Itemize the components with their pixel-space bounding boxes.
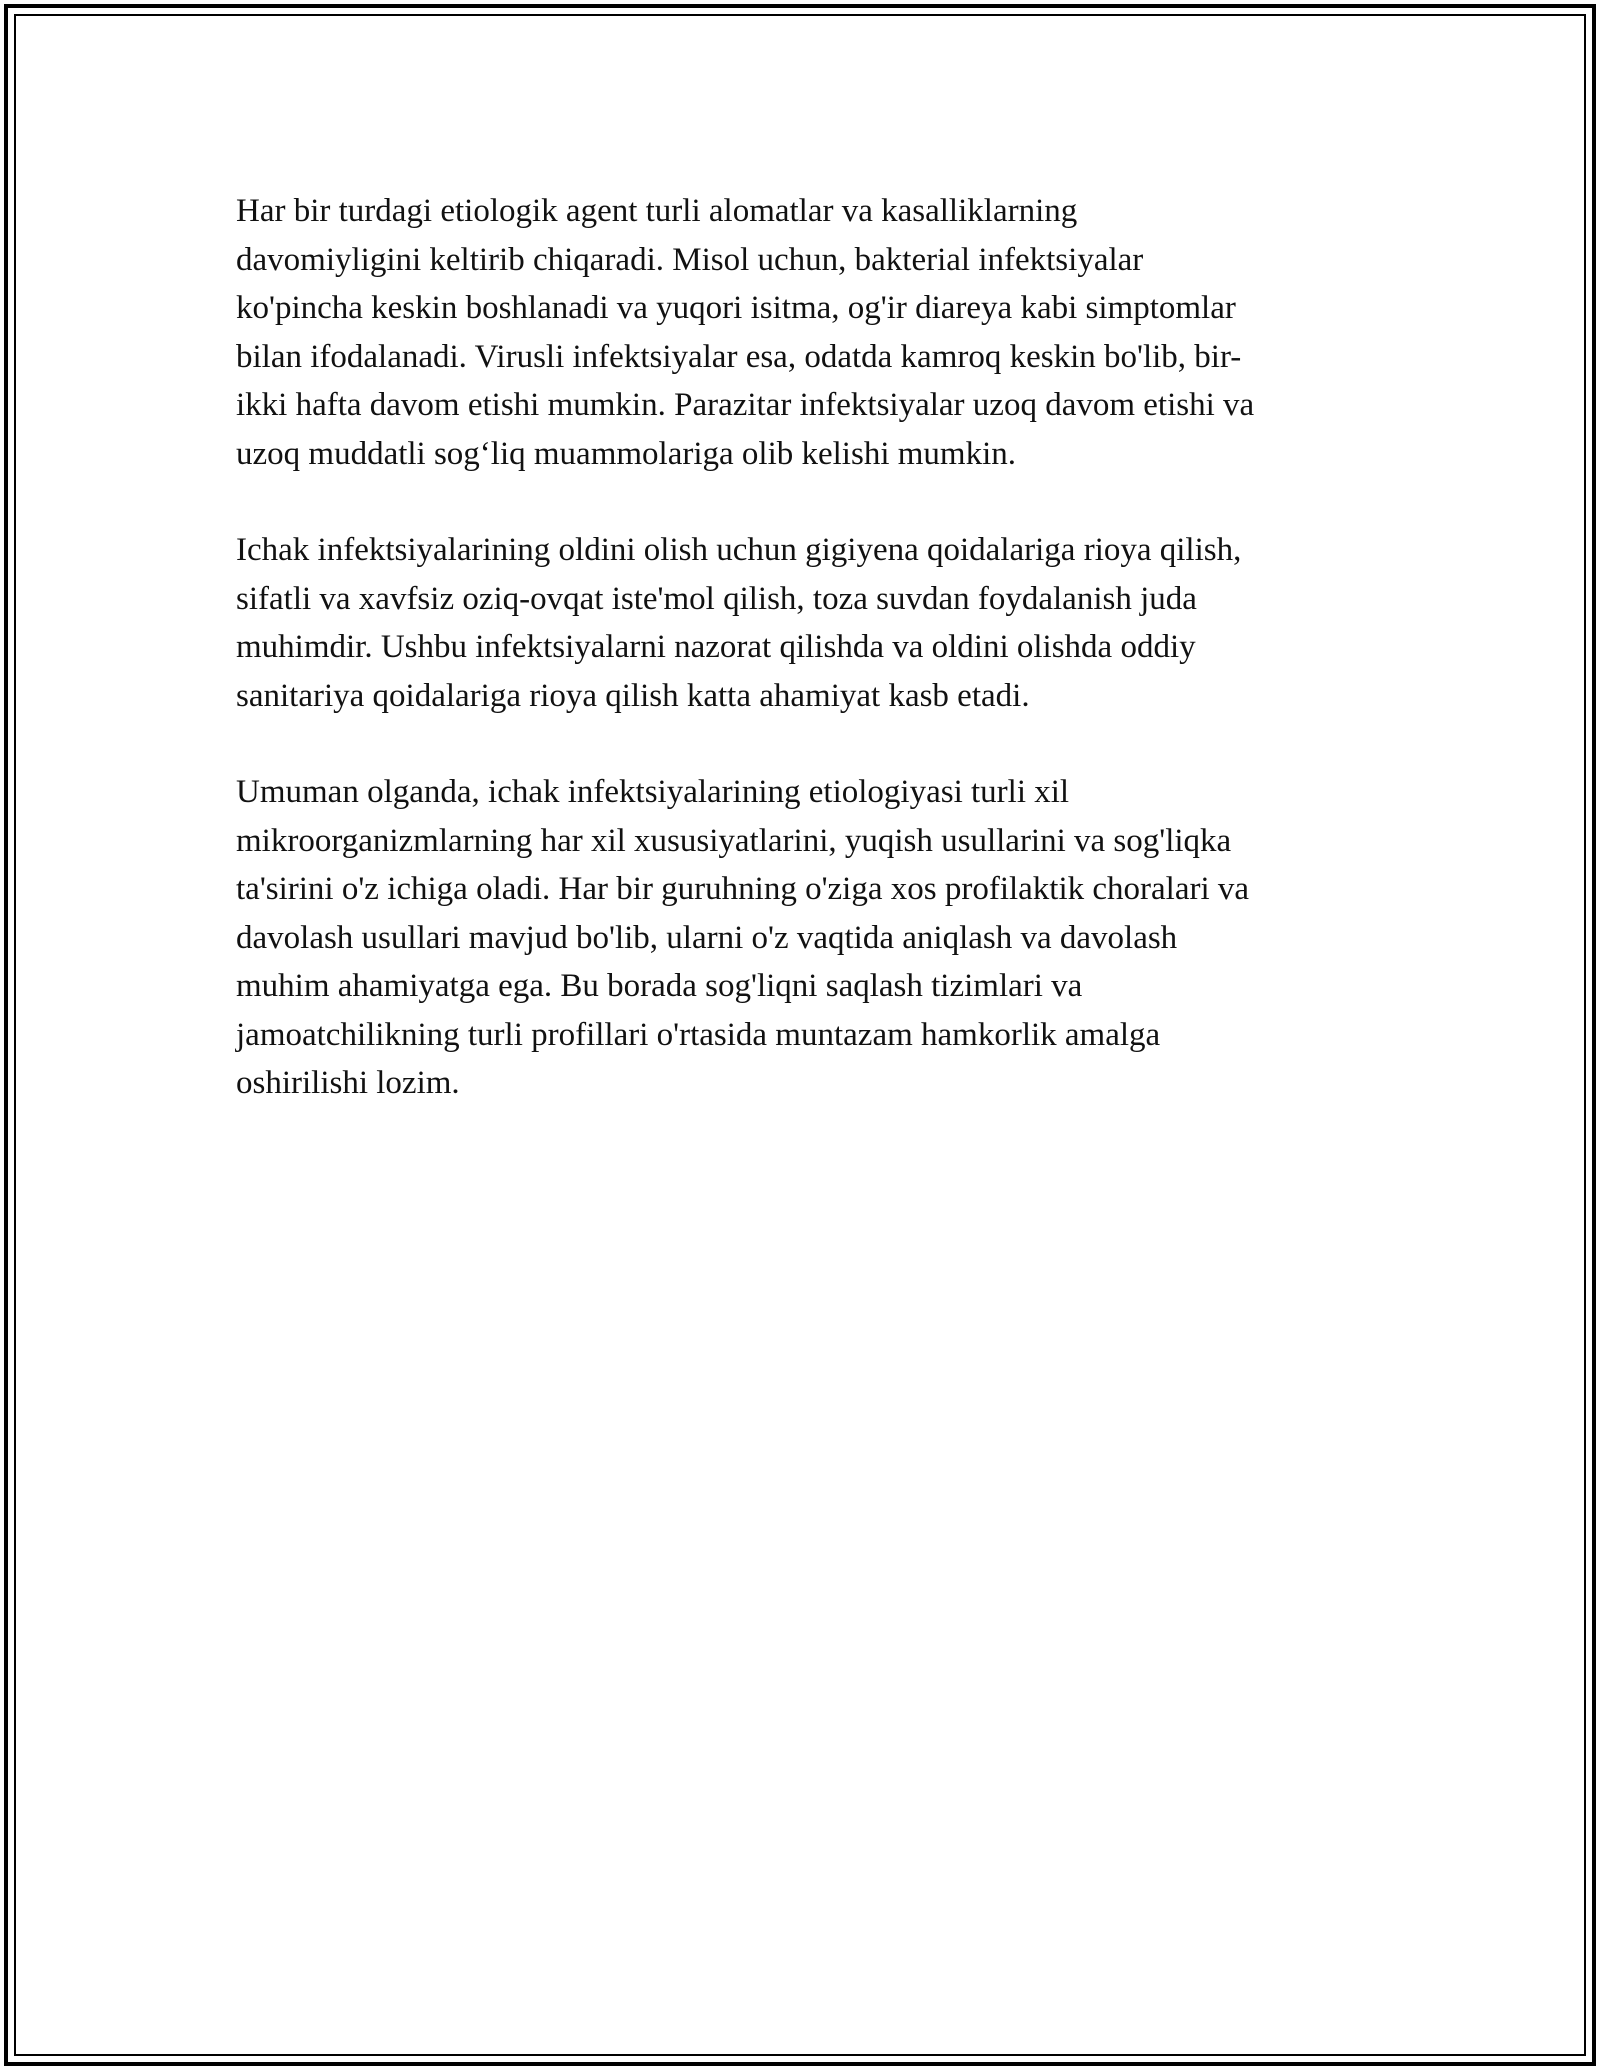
text-line: davomiyligini keltirib chiqaradi. Misol uchun, bakterial infektsiyalar <box>236 241 1144 278</box>
text-line: oshirilishi lozim. <box>236 1065 460 1101</box>
paragraph-1 <box>236 187 1386 478</box>
text-line: davolash usullari mavjud bo'lib, ularni o'z vaqtida aniqlash va davolash <box>236 919 1178 956</box>
document-body <box>236 187 1386 1156</box>
text-line: ikki hafta davom etishi mumkin. Parazitar infektsiyalar uzoq davom etishi va <box>236 387 1255 423</box>
text-line: ko'pincha keskin boshlanadi va yuqori isitma, og'ir diareya kabi simptomlar <box>236 290 1236 326</box>
paragraph-3 <box>236 768 1386 1108</box>
text-line: jamoatchilikning turli profillari o'rtasida muntazam hamkorlik amalga <box>236 1016 1161 1053</box>
text-line: muhim ahamiyatga ega. Bu borada sog'liqni saqlash tizimlari va <box>236 968 1083 1004</box>
text-line: Umuman olganda, ichak infektsiyalarining etiologiyasi turli xil <box>236 774 1070 810</box>
paragraph-2 <box>236 526 1386 720</box>
text-line: Har bir turdagi etiologik agent turli alomatlar va kasalliklarning <box>236 193 1078 229</box>
text-line: Ichak infektsiyalarining oldini olish uchun gigiyena qoidalariga rioya qilish, <box>236 532 1242 568</box>
text-line: bilan ifodalanadi. Virusli infektsiyalar esa, odatda kamroq keskin bo'lib, bir- <box>236 338 1242 375</box>
text-line: sanitariya qoidalariga rioya qilish katta ahamiyat kasb etadi. <box>236 677 1030 714</box>
text-line: muhimdir. Ushbu infektsiyalarni nazorat qilishda va oldini olishda oddiy <box>236 629 1196 665</box>
text-line: uzoq muddatli sog‘liq muammolariga olib kelishi mumkin. <box>236 435 1016 472</box>
text-line: ta'sirini o'z ichiga oladi. Har bir guruhning o'ziga xos profilaktik choralari va <box>236 871 1250 907</box>
text-line: sifatli va xavfsiz oziq-ovqat iste'mol qilish, toza suvdan foydalanish juda <box>236 580 1197 617</box>
text-line: mikroorganizmlarning har xil xususiyatlarini, yuqish usullarini va sog'liqka <box>236 822 1232 859</box>
